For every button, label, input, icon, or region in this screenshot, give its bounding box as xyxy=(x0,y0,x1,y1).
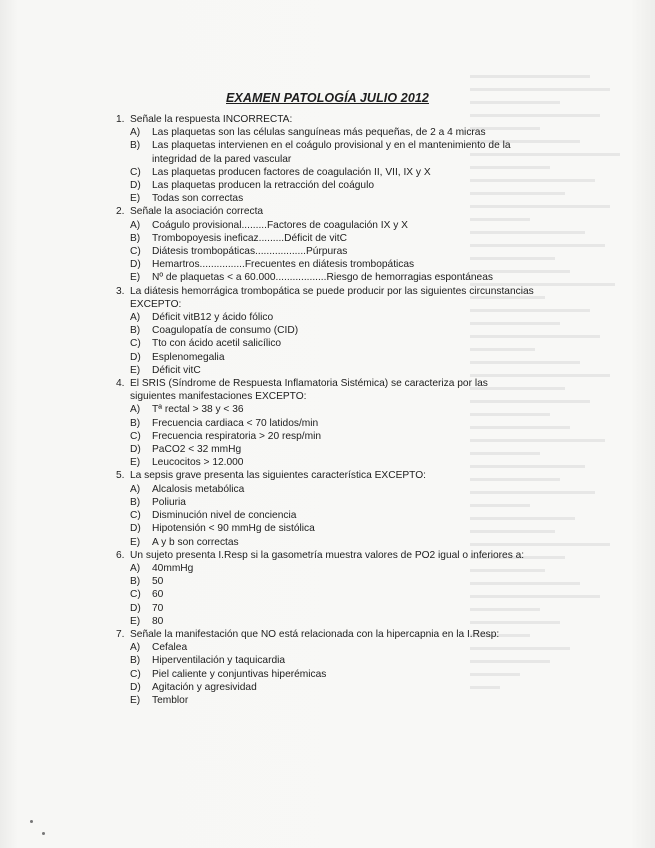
option-text: Hiperventilación y taquicardia xyxy=(152,655,286,667)
option-text: Piel caliente y conjuntivas hiperémicas xyxy=(152,668,327,680)
option-list xyxy=(130,483,536,549)
option-letter: B) xyxy=(130,232,141,244)
option-letter: C) xyxy=(130,668,141,680)
option-letter: C) xyxy=(130,589,141,601)
option-text: Temblor xyxy=(152,694,189,706)
option-list xyxy=(130,126,536,205)
option-text: 60 xyxy=(152,589,164,601)
option-text: 70 xyxy=(152,602,164,614)
question-stem xyxy=(116,469,536,482)
option-list xyxy=(130,219,536,285)
option-letter: D) xyxy=(130,259,141,271)
question-number: 5. xyxy=(116,470,125,482)
option-letter: D) xyxy=(130,681,141,693)
option-text: Trombopoyesis ineficaz.........Déficit de vitC xyxy=(152,232,347,244)
answer-option xyxy=(130,245,536,258)
option-text: Tª rectal > 38 y < 36 xyxy=(152,404,244,416)
option-letter: C) xyxy=(130,430,141,442)
answer-option xyxy=(130,258,536,271)
answer-option xyxy=(130,337,536,350)
option-letter: E) xyxy=(130,193,141,205)
option-text: Tto con ácido acetil salicílico xyxy=(152,338,282,350)
question-number: 3. xyxy=(116,285,125,297)
answer-option xyxy=(130,562,536,575)
answer-option xyxy=(130,232,536,245)
option-letter: B) xyxy=(130,140,141,152)
question-stem xyxy=(116,377,536,403)
question-item xyxy=(116,549,536,628)
answer-option xyxy=(130,192,536,205)
question-text: El SRIS (Síndrome de Respuesta Inflamatoria Sistémica) se caracteriza por las siguientes manifestaciones EXCEPTO: xyxy=(130,378,488,403)
question-text: Señale la manifestación que NO está relacionada con la hipercapnia en la I.Resp: xyxy=(130,628,500,640)
question-number: 7. xyxy=(116,628,125,640)
question-number: 4. xyxy=(116,378,125,390)
option-letter: D) xyxy=(130,444,141,456)
answer-option xyxy=(130,351,536,364)
question-text: La sepsis grave presenta las siguientes característica EXCEPTO: xyxy=(130,470,426,482)
question-text: La diátesis hemorrágica trombopática se puede producir por las siguientes circunstancias EXCEPTO: xyxy=(130,285,534,310)
scan-dot xyxy=(30,820,33,823)
option-letter: E) xyxy=(130,364,141,376)
answer-option xyxy=(130,588,536,601)
option-letter: A) xyxy=(130,483,141,495)
option-text: Leucocitos > 12.000 xyxy=(152,457,244,469)
option-letter: B) xyxy=(130,576,141,588)
answer-option xyxy=(130,483,536,496)
option-text: Hemartros................Frecuentes en diátesis trombopáticas xyxy=(152,259,415,271)
option-letter: D) xyxy=(130,602,141,614)
option-text: A y b son correctas xyxy=(152,536,239,548)
option-letter: D) xyxy=(130,351,141,363)
option-letter: B) xyxy=(130,417,141,429)
answer-option xyxy=(130,681,536,694)
question-text: Señale la asociación correcta xyxy=(130,206,264,218)
option-letter: C) xyxy=(130,510,141,522)
option-letter: D) xyxy=(130,180,141,192)
option-text: Esplenomegalia xyxy=(152,351,225,363)
question-text: Un sujeto presenta I.Resp si la gasometría muestra valores de PO2 igual o inferiores a: xyxy=(130,549,525,561)
question-item xyxy=(116,628,536,707)
option-text: Hipotensión < 90 mmHg de sistólica xyxy=(152,523,315,535)
answer-option xyxy=(130,219,536,232)
option-text: Las plaquetas intervienen en el coágulo provisional y en el mantenimiento de la integridad de la pared vascular xyxy=(152,140,511,165)
question-list xyxy=(116,113,536,707)
option-text: Diátesis trombopáticas..................Púrpuras xyxy=(152,246,348,258)
option-text: Alcalosis metabólica xyxy=(152,483,245,495)
option-letter: E) xyxy=(130,615,141,627)
option-letter: A) xyxy=(130,642,141,654)
question-number: 1. xyxy=(116,114,125,125)
option-text: Déficit vitC xyxy=(152,364,201,376)
option-list xyxy=(130,403,536,469)
answer-option xyxy=(130,575,536,588)
question-item xyxy=(116,285,536,377)
option-text: 40mmHg xyxy=(152,562,194,574)
option-text: Las plaquetas son las células sanguíneas más pequeñas, de 2 a 4 micras xyxy=(152,127,486,139)
answer-option xyxy=(130,668,536,681)
answer-option xyxy=(130,496,536,509)
option-letter: C) xyxy=(130,166,141,178)
option-letter: C) xyxy=(130,338,141,350)
option-text: Frecuencia respiratoria > 20 resp/min xyxy=(152,430,322,442)
question-item xyxy=(116,469,536,548)
option-letter: E) xyxy=(130,694,141,706)
answer-option xyxy=(130,443,536,456)
answer-option xyxy=(130,403,536,416)
option-list xyxy=(130,641,536,707)
option-text: Frecuencia cardiaca < 70 latidos/min xyxy=(152,417,319,429)
answer-option xyxy=(130,654,536,667)
option-text: Coágulo provisional.........Factores de coagulación IX y X xyxy=(152,219,408,231)
question-item xyxy=(116,205,536,284)
option-letter: C) xyxy=(130,246,141,258)
option-letter: E) xyxy=(130,272,141,284)
option-text: Las plaquetas producen la retracción del coágulo xyxy=(152,180,375,192)
question-stem xyxy=(116,285,536,311)
answer-option xyxy=(130,311,536,324)
answer-option xyxy=(130,430,536,443)
option-letter: E) xyxy=(130,457,141,469)
option-text: Todas son correctas xyxy=(152,193,244,205)
option-letter: E) xyxy=(130,536,141,548)
scan-dot xyxy=(42,832,45,835)
option-letter: A) xyxy=(130,219,141,231)
question-number: 6. xyxy=(116,549,125,561)
question-item xyxy=(116,113,536,205)
option-letter: A) xyxy=(130,127,141,139)
option-text: Las plaquetas producen factores de coagulación II, VII, IX y X xyxy=(152,166,431,178)
option-text: 80 xyxy=(152,615,164,627)
question-number: 2. xyxy=(116,206,125,218)
option-letter: A) xyxy=(130,312,141,324)
answer-option xyxy=(130,324,536,337)
option-text: Agitación y agresividad xyxy=(152,681,257,693)
option-letter: B) xyxy=(130,496,141,508)
answer-option xyxy=(130,271,536,284)
option-text: Déficit vitB12 y ácido fólico xyxy=(152,312,274,324)
option-letter: B) xyxy=(130,325,141,337)
question-stem xyxy=(116,549,536,562)
option-text: Coagulopatía de consumo (CID) xyxy=(152,325,299,337)
answer-option xyxy=(130,509,536,522)
option-letter: A) xyxy=(130,562,141,574)
option-text: PaCO2 < 32 mmHg xyxy=(152,444,242,456)
answer-option xyxy=(130,456,536,469)
answer-option xyxy=(130,522,536,535)
option-list xyxy=(130,311,536,377)
option-list xyxy=(130,562,536,628)
answer-option xyxy=(130,179,536,192)
answer-option xyxy=(130,615,536,628)
option-text: Poliuria xyxy=(152,496,186,508)
option-letter: D) xyxy=(130,523,141,535)
option-text: 50 xyxy=(152,576,164,588)
answer-option xyxy=(130,602,536,615)
question-stem xyxy=(116,628,536,641)
answer-option xyxy=(130,364,536,377)
option-letter: B) xyxy=(130,655,141,667)
question-text: Señale la respuesta INCORRECTA: xyxy=(130,114,293,125)
answer-option xyxy=(130,641,536,654)
answer-option xyxy=(130,139,536,165)
answer-option xyxy=(130,694,536,707)
question-stem xyxy=(116,113,536,126)
question-item xyxy=(116,377,536,469)
option-text: Nº de plaquetas < a 60.000..................Riesgo de hemorragias espontáneas xyxy=(152,272,493,284)
option-text: Disminución nivel de conciencia xyxy=(152,510,297,522)
answer-option xyxy=(130,166,536,179)
answer-option xyxy=(130,417,536,430)
option-letter: A) xyxy=(130,404,141,416)
answer-option xyxy=(130,536,536,549)
answer-option xyxy=(130,126,536,139)
option-text: Cefalea xyxy=(152,642,188,654)
exam-title: EXAMEN PATOLOGÍA JULIO 2012 xyxy=(226,91,429,105)
question-stem xyxy=(116,205,536,218)
